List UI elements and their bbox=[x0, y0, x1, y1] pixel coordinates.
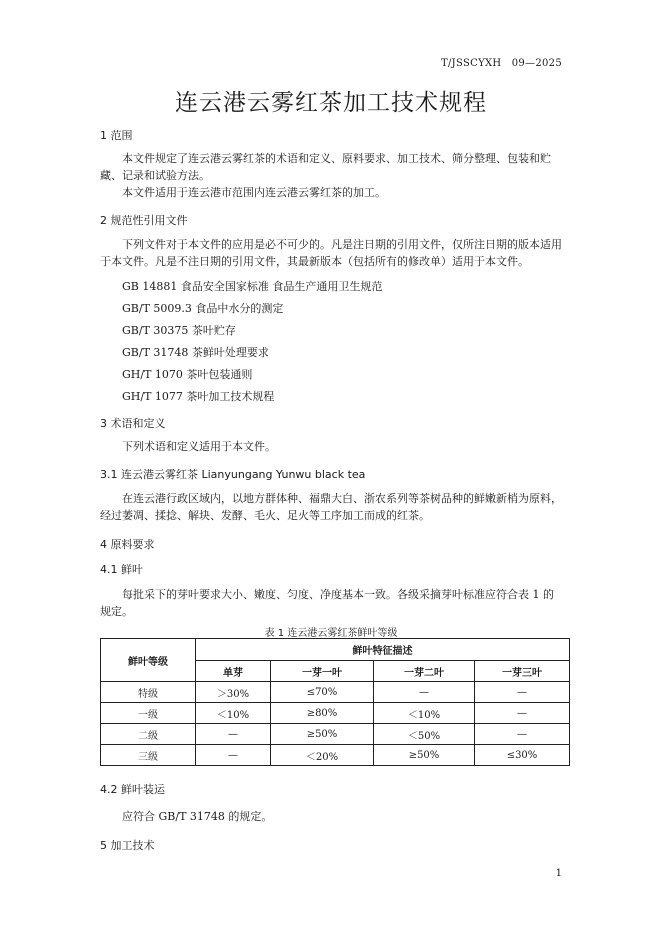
section-heading-normative-references: 2 规范性引用文件 bbox=[100, 214, 188, 227]
page-title: 连云港云雾红茶加工技术规程 bbox=[175, 90, 487, 116]
table-cell-grade: 三级 bbox=[101, 745, 196, 766]
table-cell: ≥80% bbox=[271, 703, 374, 724]
table-cell: ＜20% bbox=[271, 745, 374, 766]
reference-item: GB 14881 食品安全国家标准 食品生产通用卫生规范 bbox=[122, 280, 383, 293]
term-heading: 3.1 连云港云雾红茶 Lianyungang Yunwu black tea bbox=[100, 468, 366, 481]
table-cell-grade: 一级 bbox=[101, 703, 196, 724]
table-cell: ＜10% bbox=[374, 703, 475, 724]
table-row bbox=[101, 745, 570, 766]
reference-item: GH/T 1077 茶叶加工技术规程 bbox=[122, 390, 275, 403]
paragraph: 下列文件对于本文件的应用是必不可少的。凡是注日期的引用文件，仅所注日期的版本适用于本文件。凡是不注日期的引用文件，其最新版本（包括所有的修改单）适用于本文件。 bbox=[100, 238, 562, 268]
table-cell: — bbox=[475, 682, 570, 703]
section-heading-terms: 3 术语和定义 bbox=[100, 417, 166, 430]
table-header-feature: 鲜叶特征描述 bbox=[196, 639, 570, 661]
section-heading-raw-material: 4 原料要求 bbox=[100, 538, 155, 551]
table-cell-grade: 特级 bbox=[101, 682, 196, 703]
table-column-header: 一芽三叶 bbox=[475, 661, 570, 682]
table-cell: ≥50% bbox=[374, 745, 475, 766]
table-cell: ＜50% bbox=[374, 724, 475, 745]
table-cell-grade: 二级 bbox=[101, 724, 196, 745]
table-cell: ≤30% bbox=[475, 745, 570, 766]
page-number: 1 bbox=[555, 868, 562, 879]
table-cell: ≤70% bbox=[271, 682, 374, 703]
table-row bbox=[101, 724, 570, 745]
paragraph: 下列术语和定义适用于本文件。 bbox=[122, 440, 276, 453]
reference-item: GH/T 1070 茶叶包装通则 bbox=[122, 368, 253, 381]
table-cell: ＞30% bbox=[196, 682, 271, 703]
table-cell: ≥50% bbox=[271, 724, 374, 745]
subsection-heading-fresh-leaf: 4.1 鲜叶 bbox=[100, 563, 143, 576]
table-row bbox=[101, 703, 570, 724]
fresh-leaf-grade-table bbox=[100, 638, 570, 766]
table-cell: ＜10% bbox=[196, 703, 271, 724]
reference-item: GB/T 5009.3 食品中水分的测定 bbox=[122, 302, 284, 315]
table-column-header: 单芽 bbox=[196, 661, 271, 682]
reference-item: GB/T 30375 茶叶贮存 bbox=[122, 324, 236, 337]
table-caption: 表 1 连云港云雾红茶鲜叶等级 bbox=[264, 628, 398, 639]
term-definition: 在连云港行政区域内，以地方群体种、福鼎大白、浙农系列等茶树品种的鲜嫩新梢为原料，经过萎凋、揉捻、解块、发酵、毛火、足火等工序加工而成的红茶。 bbox=[100, 492, 562, 522]
section-heading-processing: 5 加工技术 bbox=[100, 839, 155, 852]
table-column-header: 一芽二叶 bbox=[374, 661, 475, 682]
table-row bbox=[101, 682, 570, 703]
table-cell: — bbox=[374, 682, 475, 703]
paragraph: 应符合 GB/T 31748 的规定。 bbox=[122, 810, 273, 823]
document-number: T/JSSCYXH 09—2025 bbox=[441, 58, 562, 69]
table-cell: — bbox=[196, 745, 271, 766]
section-heading-scope: 1 范围 bbox=[100, 129, 133, 142]
subsection-heading-transport: 4.2 鲜叶装运 bbox=[100, 783, 165, 796]
paragraph: 本文件适用于连云港市范围内连云港云雾红茶的加工。 bbox=[122, 186, 386, 199]
reference-item: GB/T 31748 茶鲜叶处理要求 bbox=[122, 346, 269, 359]
table-cell: — bbox=[475, 703, 570, 724]
paragraph: 每批采下的芽叶要求大小、嫩度、匀度、净度基本一致。各级采摘芽叶标准应符合表 1 的规定。 bbox=[100, 588, 554, 618]
table-column-header: 一芽一叶 bbox=[271, 661, 374, 682]
table-cell: — bbox=[196, 724, 271, 745]
table-header-grade: 鲜叶等级 bbox=[101, 639, 196, 682]
table-cell: — bbox=[475, 724, 570, 745]
paragraph: 本文件规定了连云港云雾红茶的术语和定义、原料要求、加工技术、筛分整理、包装和贮藏、记录和试验方法。 bbox=[100, 152, 551, 182]
